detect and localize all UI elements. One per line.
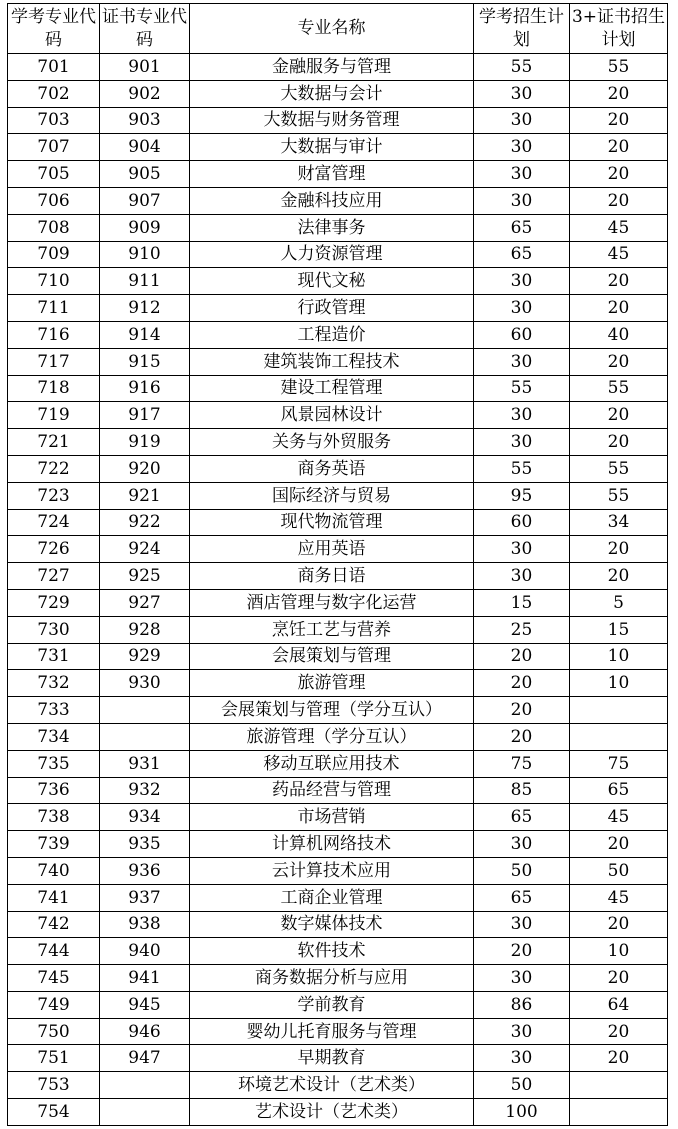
- table-row: [8, 536, 668, 563]
- certificate-enrollment-plan-cell: 55: [570, 482, 668, 509]
- table-row: [8, 482, 668, 509]
- certificate-major-code-cell: 921: [100, 482, 190, 509]
- major-name-cell: 大数据与审计: [190, 134, 474, 161]
- header-certificate-enrollment-plan: 3+证书招生计划: [570, 4, 668, 54]
- certificate-major-code-cell: [100, 1072, 190, 1099]
- table-row: [8, 321, 668, 348]
- table-row: [8, 509, 668, 536]
- major-name-cell: 数字媒体技术: [190, 911, 474, 938]
- major-name-cell: 大数据与会计: [190, 80, 474, 107]
- exam-enrollment-plan-cell: 20: [474, 670, 570, 697]
- certificate-major-code-cell: 910: [100, 241, 190, 268]
- certificate-major-code-cell: [100, 1099, 190, 1126]
- enrollment-plan-table: [7, 3, 668, 1126]
- certificate-enrollment-plan-cell: 5: [570, 589, 668, 616]
- exam-major-code-cell: 724: [8, 509, 100, 536]
- certificate-enrollment-plan-cell: [570, 697, 668, 724]
- exam-major-code-cell: 739: [8, 831, 100, 858]
- exam-enrollment-plan-cell: 30: [474, 831, 570, 858]
- major-name-cell: 市场营销: [190, 804, 474, 831]
- table-row: [8, 268, 668, 295]
- certificate-enrollment-plan-cell: 15: [570, 616, 668, 643]
- header-major-name: 专业名称: [190, 4, 474, 54]
- exam-enrollment-plan-cell: 30: [474, 402, 570, 429]
- exam-major-code-cell: 750: [8, 1018, 100, 1045]
- exam-major-code-cell: 736: [8, 777, 100, 804]
- table-row: [8, 134, 668, 161]
- exam-enrollment-plan-cell: 50: [474, 857, 570, 884]
- major-name-cell: 早期教育: [190, 1045, 474, 1072]
- certificate-enrollment-plan-cell: 45: [570, 804, 668, 831]
- exam-enrollment-plan-cell: 65: [474, 241, 570, 268]
- exam-major-code-cell: 706: [8, 187, 100, 214]
- exam-major-code-cell: 722: [8, 455, 100, 482]
- certificate-major-code-cell: [100, 723, 190, 750]
- exam-enrollment-plan-cell: 30: [474, 965, 570, 992]
- major-name-cell: 工商企业管理: [190, 884, 474, 911]
- certificate-enrollment-plan-cell: 20: [570, 1045, 668, 1072]
- certificate-enrollment-plan-cell: 65: [570, 777, 668, 804]
- certificate-major-code-cell: 909: [100, 214, 190, 241]
- certificate-enrollment-plan-cell: 20: [570, 295, 668, 322]
- table-row: [8, 643, 668, 670]
- exam-major-code-cell: 732: [8, 670, 100, 697]
- exam-enrollment-plan-cell: 30: [474, 161, 570, 188]
- certificate-enrollment-plan-cell: 10: [570, 670, 668, 697]
- exam-major-code-cell: 730: [8, 616, 100, 643]
- table-row: [8, 616, 668, 643]
- certificate-major-code-cell: 930: [100, 670, 190, 697]
- exam-major-code-cell: 719: [8, 402, 100, 429]
- major-name-cell: 烹饪工艺与营养: [190, 616, 474, 643]
- certificate-major-code-cell: 907: [100, 187, 190, 214]
- major-name-cell: 商务数据分析与应用: [190, 965, 474, 992]
- certificate-enrollment-plan-cell: 20: [570, 107, 668, 134]
- exam-enrollment-plan-cell: 30: [474, 348, 570, 375]
- major-name-cell: 艺术设计（艺术类）: [190, 1099, 474, 1126]
- exam-major-code-cell: 741: [8, 884, 100, 911]
- table-row: [8, 750, 668, 777]
- certificate-major-code-cell: 925: [100, 563, 190, 590]
- major-name-cell: 商务英语: [190, 455, 474, 482]
- table-row: [8, 214, 668, 241]
- major-name-cell: 关务与外贸服务: [190, 429, 474, 456]
- certificate-major-code-cell: 915: [100, 348, 190, 375]
- certificate-enrollment-plan-cell: 20: [570, 187, 668, 214]
- major-name-cell: 建设工程管理: [190, 375, 474, 402]
- certificate-major-code-cell: 934: [100, 804, 190, 831]
- certificate-enrollment-plan-cell: 20: [570, 536, 668, 563]
- major-name-cell: 移动互联应用技术: [190, 750, 474, 777]
- table-row: [8, 991, 668, 1018]
- table-row: [8, 295, 668, 322]
- exam-major-code-cell: 751: [8, 1045, 100, 1072]
- table-row: [8, 857, 668, 884]
- exam-enrollment-plan-cell: 60: [474, 509, 570, 536]
- table-row: [8, 589, 668, 616]
- table-row: [8, 107, 668, 134]
- exam-major-code-cell: 711: [8, 295, 100, 322]
- certificate-enrollment-plan-cell: 10: [570, 938, 668, 965]
- certificate-major-code-cell: 912: [100, 295, 190, 322]
- certificate-enrollment-plan-cell: [570, 1099, 668, 1126]
- exam-major-code-cell: 729: [8, 589, 100, 616]
- major-name-cell: 药品经营与管理: [190, 777, 474, 804]
- certificate-major-code-cell: 903: [100, 107, 190, 134]
- certificate-major-code-cell: 916: [100, 375, 190, 402]
- table-row: [8, 723, 668, 750]
- certificate-major-code-cell: 920: [100, 455, 190, 482]
- exam-major-code-cell: 726: [8, 536, 100, 563]
- exam-enrollment-plan-cell: 100: [474, 1099, 570, 1126]
- certificate-major-code-cell: 941: [100, 965, 190, 992]
- table-row: [8, 348, 668, 375]
- exam-enrollment-plan-cell: 30: [474, 563, 570, 590]
- certificate-enrollment-plan-cell: 45: [570, 884, 668, 911]
- certificate-major-code-cell: 935: [100, 831, 190, 858]
- exam-major-code-cell: 721: [8, 429, 100, 456]
- exam-major-code-cell: 701: [8, 54, 100, 81]
- major-name-cell: 风景园林设计: [190, 402, 474, 429]
- certificate-major-code-cell: 922: [100, 509, 190, 536]
- major-name-cell: 商务日语: [190, 563, 474, 590]
- exam-major-code-cell: 738: [8, 804, 100, 831]
- certificate-major-code-cell: 937: [100, 884, 190, 911]
- certificate-major-code-cell: 945: [100, 991, 190, 1018]
- major-name-cell: 软件技术: [190, 938, 474, 965]
- exam-major-code-cell: 707: [8, 134, 100, 161]
- certificate-enrollment-plan-cell: 55: [570, 455, 668, 482]
- certificate-major-code-cell: 914: [100, 321, 190, 348]
- exam-enrollment-plan-cell: 20: [474, 697, 570, 724]
- major-name-cell: 建筑装饰工程技术: [190, 348, 474, 375]
- certificate-major-code-cell: 928: [100, 616, 190, 643]
- major-name-cell: 法律事务: [190, 214, 474, 241]
- exam-enrollment-plan-cell: 60: [474, 321, 570, 348]
- major-name-cell: 财富管理: [190, 161, 474, 188]
- table-row: [8, 938, 668, 965]
- exam-enrollment-plan-cell: 55: [474, 375, 570, 402]
- table-row: [8, 375, 668, 402]
- table-row: [8, 911, 668, 938]
- major-name-cell: 现代文秘: [190, 268, 474, 295]
- exam-enrollment-plan-cell: 30: [474, 80, 570, 107]
- major-name-cell: 应用英语: [190, 536, 474, 563]
- major-name-cell: 大数据与财务管理: [190, 107, 474, 134]
- exam-enrollment-plan-cell: 50: [474, 1072, 570, 1099]
- certificate-enrollment-plan-cell: 75: [570, 750, 668, 777]
- exam-enrollment-plan-cell: 20: [474, 723, 570, 750]
- certificate-major-code-cell: 936: [100, 857, 190, 884]
- certificate-enrollment-plan-cell: 55: [570, 54, 668, 81]
- major-name-cell: 会展策划与管理（学分互认）: [190, 697, 474, 724]
- exam-major-code-cell: 716: [8, 321, 100, 348]
- table-row: [8, 161, 668, 188]
- table-row: [8, 965, 668, 992]
- certificate-major-code-cell: 940: [100, 938, 190, 965]
- certificate-major-code-cell: 929: [100, 643, 190, 670]
- certificate-enrollment-plan-cell: 20: [570, 402, 668, 429]
- certificate-major-code-cell: 932: [100, 777, 190, 804]
- certificate-major-code-cell: 905: [100, 161, 190, 188]
- major-name-cell: 旅游管理: [190, 670, 474, 697]
- certificate-enrollment-plan-cell: 64: [570, 991, 668, 1018]
- certificate-enrollment-plan-cell: 20: [570, 563, 668, 590]
- certificate-major-code-cell: 919: [100, 429, 190, 456]
- certificate-enrollment-plan-cell: 20: [570, 161, 668, 188]
- table-row: [8, 1018, 668, 1045]
- certificate-enrollment-plan-cell: 20: [570, 965, 668, 992]
- exam-enrollment-plan-cell: 55: [474, 54, 570, 81]
- exam-major-code-cell: 740: [8, 857, 100, 884]
- table-header: [8, 4, 668, 54]
- exam-enrollment-plan-cell: 30: [474, 536, 570, 563]
- table-row: [8, 187, 668, 214]
- certificate-major-code-cell: 938: [100, 911, 190, 938]
- certificate-major-code-cell: 904: [100, 134, 190, 161]
- major-name-cell: 现代物流管理: [190, 509, 474, 536]
- header-exam-major-code: 学考专业代码: [8, 4, 100, 54]
- exam-major-code-cell: 742: [8, 911, 100, 938]
- exam-major-code-cell: 718: [8, 375, 100, 402]
- exam-enrollment-plan-cell: 30: [474, 911, 570, 938]
- certificate-enrollment-plan-cell: 10: [570, 643, 668, 670]
- certificate-enrollment-plan-cell: 40: [570, 321, 668, 348]
- certificate-major-code-cell: 947: [100, 1045, 190, 1072]
- certificate-enrollment-plan-cell: 20: [570, 1018, 668, 1045]
- exam-enrollment-plan-cell: 30: [474, 187, 570, 214]
- exam-major-code-cell: 705: [8, 161, 100, 188]
- exam-enrollment-plan-cell: 65: [474, 214, 570, 241]
- major-name-cell: 云计算技术应用: [190, 857, 474, 884]
- exam-enrollment-plan-cell: 85: [474, 777, 570, 804]
- exam-major-code-cell: 754: [8, 1099, 100, 1126]
- header-certificate-major-code: 证书专业代码: [100, 4, 190, 54]
- header-row: [8, 4, 668, 54]
- major-name-cell: 人力资源管理: [190, 241, 474, 268]
- certificate-major-code-cell: 924: [100, 536, 190, 563]
- certificate-major-code-cell: [100, 697, 190, 724]
- certificate-enrollment-plan-cell: 20: [570, 348, 668, 375]
- enrollment-plan-table-container: [7, 3, 668, 1126]
- certificate-enrollment-plan-cell: 20: [570, 134, 668, 161]
- exam-enrollment-plan-cell: 30: [474, 134, 570, 161]
- exam-major-code-cell: 717: [8, 348, 100, 375]
- certificate-enrollment-plan-cell: 20: [570, 911, 668, 938]
- certificate-major-code-cell: 931: [100, 750, 190, 777]
- table-row: [8, 54, 668, 81]
- major-name-cell: 国际经济与贸易: [190, 482, 474, 509]
- exam-major-code-cell: 735: [8, 750, 100, 777]
- certificate-enrollment-plan-cell: [570, 1072, 668, 1099]
- certificate-enrollment-plan-cell: 34: [570, 509, 668, 536]
- major-name-cell: 金融服务与管理: [190, 54, 474, 81]
- exam-enrollment-plan-cell: 30: [474, 429, 570, 456]
- major-name-cell: 环境艺术设计（艺术类）: [190, 1072, 474, 1099]
- table-row: [8, 777, 668, 804]
- table-row: [8, 455, 668, 482]
- major-name-cell: 酒店管理与数字化运营: [190, 589, 474, 616]
- table-row: [8, 670, 668, 697]
- table-row: [8, 563, 668, 590]
- exam-major-code-cell: 703: [8, 107, 100, 134]
- major-name-cell: 婴幼儿托育服务与管理: [190, 1018, 474, 1045]
- certificate-major-code-cell: 911: [100, 268, 190, 295]
- table-row: [8, 241, 668, 268]
- exam-major-code-cell: 709: [8, 241, 100, 268]
- exam-major-code-cell: 744: [8, 938, 100, 965]
- table-row: [8, 697, 668, 724]
- exam-enrollment-plan-cell: 30: [474, 1045, 570, 1072]
- major-name-cell: 旅游管理（学分互认）: [190, 723, 474, 750]
- exam-enrollment-plan-cell: 15: [474, 589, 570, 616]
- exam-enrollment-plan-cell: 95: [474, 482, 570, 509]
- exam-major-code-cell: 749: [8, 991, 100, 1018]
- certificate-major-code-cell: 927: [100, 589, 190, 616]
- exam-major-code-cell: 723: [8, 482, 100, 509]
- table-row: [8, 1099, 668, 1126]
- exam-major-code-cell: 733: [8, 697, 100, 724]
- exam-enrollment-plan-cell: 20: [474, 643, 570, 670]
- exam-enrollment-plan-cell: 25: [474, 616, 570, 643]
- certificate-enrollment-plan-cell: [570, 723, 668, 750]
- certificate-enrollment-plan-cell: 50: [570, 857, 668, 884]
- exam-enrollment-plan-cell: 65: [474, 884, 570, 911]
- exam-major-code-cell: 731: [8, 643, 100, 670]
- exam-major-code-cell: 753: [8, 1072, 100, 1099]
- major-name-cell: 金融科技应用: [190, 187, 474, 214]
- certificate-enrollment-plan-cell: 20: [570, 831, 668, 858]
- exam-major-code-cell: 745: [8, 965, 100, 992]
- certificate-enrollment-plan-cell: 20: [570, 429, 668, 456]
- table-row: [8, 402, 668, 429]
- major-name-cell: 学前教育: [190, 991, 474, 1018]
- exam-enrollment-plan-cell: 55: [474, 455, 570, 482]
- exam-major-code-cell: 708: [8, 214, 100, 241]
- certificate-enrollment-plan-cell: 20: [570, 80, 668, 107]
- table-row: [8, 1045, 668, 1072]
- certificate-major-code-cell: 901: [100, 54, 190, 81]
- exam-enrollment-plan-cell: 86: [474, 991, 570, 1018]
- exam-enrollment-plan-cell: 30: [474, 295, 570, 322]
- exam-enrollment-plan-cell: 75: [474, 750, 570, 777]
- table-row: [8, 429, 668, 456]
- table-row: [8, 80, 668, 107]
- major-name-cell: 工程造价: [190, 321, 474, 348]
- exam-enrollment-plan-cell: 30: [474, 1018, 570, 1045]
- exam-enrollment-plan-cell: 65: [474, 804, 570, 831]
- certificate-enrollment-plan-cell: 20: [570, 268, 668, 295]
- exam-major-code-cell: 734: [8, 723, 100, 750]
- table-row: [8, 884, 668, 911]
- major-name-cell: 会展策划与管理: [190, 643, 474, 670]
- exam-major-code-cell: 710: [8, 268, 100, 295]
- table-row: [8, 831, 668, 858]
- certificate-enrollment-plan-cell: 45: [570, 241, 668, 268]
- certificate-major-code-cell: 946: [100, 1018, 190, 1045]
- table-row: [8, 1072, 668, 1099]
- major-name-cell: 计算机网络技术: [190, 831, 474, 858]
- certificate-major-code-cell: 902: [100, 80, 190, 107]
- certificate-major-code-cell: 917: [100, 402, 190, 429]
- exam-major-code-cell: 727: [8, 563, 100, 590]
- certificate-enrollment-plan-cell: 45: [570, 214, 668, 241]
- exam-major-code-cell: 702: [8, 80, 100, 107]
- major-name-cell: 行政管理: [190, 295, 474, 322]
- exam-enrollment-plan-cell: 30: [474, 107, 570, 134]
- exam-enrollment-plan-cell: 20: [474, 938, 570, 965]
- exam-enrollment-plan-cell: 30: [474, 268, 570, 295]
- certificate-enrollment-plan-cell: 55: [570, 375, 668, 402]
- table-row: [8, 804, 668, 831]
- table-body: [8, 54, 668, 1126]
- header-exam-enrollment-plan: 学考招生计划: [474, 4, 570, 54]
